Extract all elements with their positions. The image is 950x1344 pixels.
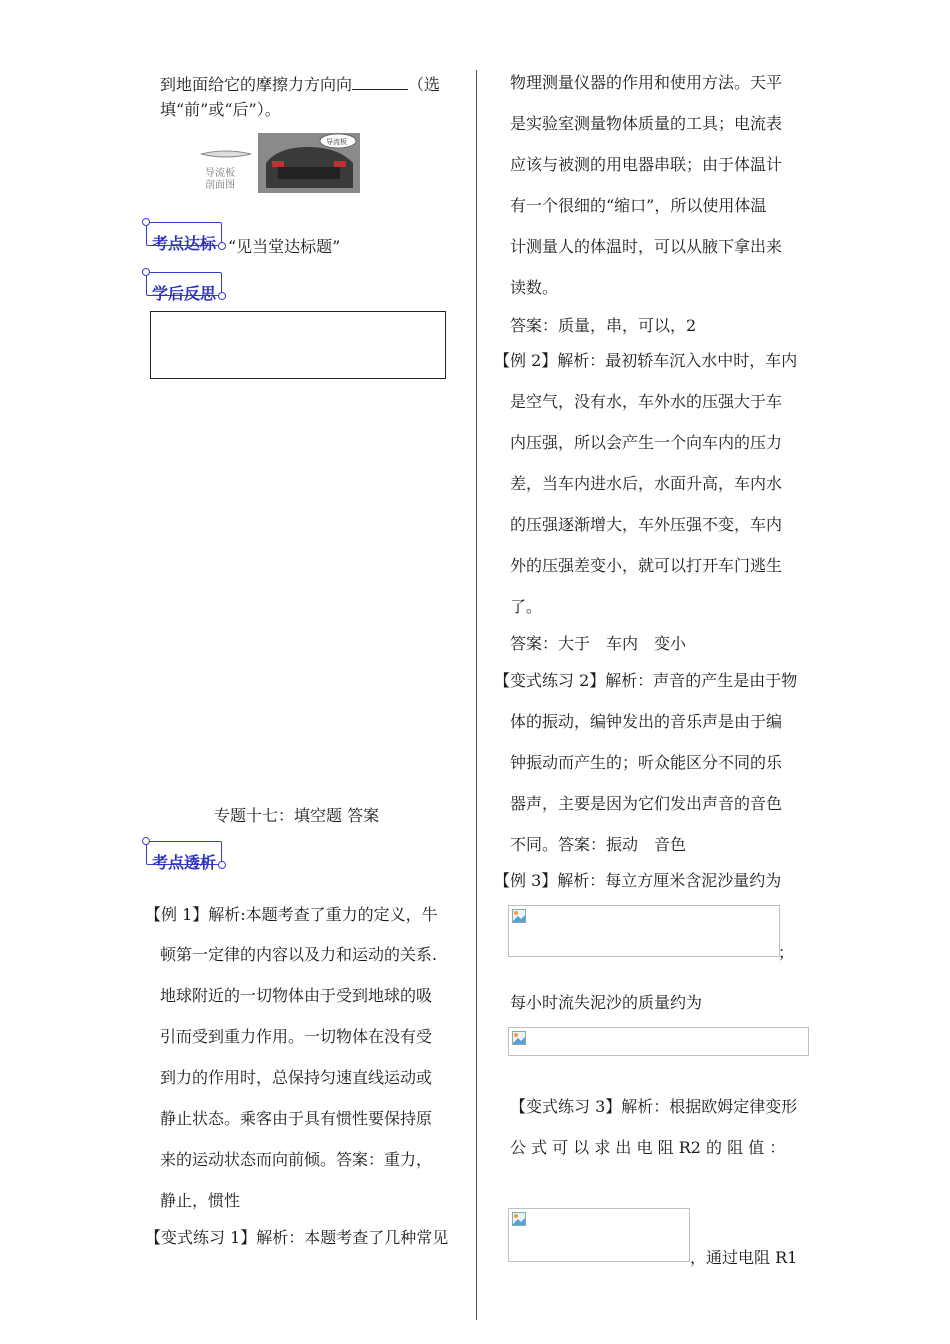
text-line: 的压强逐渐增大，车外压强不变，车内 <box>510 515 783 534</box>
broken-image-icon <box>512 1031 526 1045</box>
figure-caption-2: 剖面图 <box>205 180 235 191</box>
answer-blank <box>352 75 408 90</box>
text-line: 静止状态。乘客由于具有惯性要保持原 <box>160 1109 433 1128</box>
text-line: 静止，惯性 <box>160 1191 241 1210</box>
text-line: 读数。 <box>510 278 559 297</box>
reflection-box <box>150 311 446 379</box>
text-line: 顿第一定律的内容以及力和运动的关系. <box>160 945 438 964</box>
text-line: 钟振动而产生的；听众能区分不同的乐 <box>510 753 783 772</box>
text-line: 是空气，没有水，车外水的压强大于车 <box>510 392 783 411</box>
text-line: ，通过电阻 R1 <box>690 1248 798 1267</box>
text-line: 是实验室测量物体质量的工具；电流表 <box>510 114 783 133</box>
text-line: 来的运动状态而向前倾。答案：重力， <box>160 1150 433 1169</box>
text-line: 物理测量仪器的作用和使用方法。天平 <box>510 73 783 92</box>
tag-label: 考点透析 <box>152 853 217 872</box>
text-line: 【例 1】解析:本题考查了重力的定义，牛 <box>145 905 438 924</box>
formula-image-placeholder <box>508 1208 690 1262</box>
tag-label: 学后反思 <box>152 284 217 303</box>
question-line-1 <box>160 75 440 95</box>
answer-title: 专题十七：填空题 答案 <box>214 806 380 825</box>
answer-line: 答案：大于 车内 变小 <box>510 634 687 653</box>
text-line: 【例 2】解析：最初轿车沉入水中时，车内 <box>494 351 798 370</box>
text-line: 【例 3】解析：每立方厘米含泥沙量约为 <box>494 871 782 890</box>
text-line: 公 式 可 以 求 出 电 阻 R2 的 阻 值 ： <box>510 1138 786 1157</box>
car-rear-image <box>258 133 360 193</box>
text-line: 到力的作用时，总保持匀速直线运动或 <box>160 1068 433 1087</box>
section-tag-toushi <box>146 841 246 871</box>
formula-image-placeholder <box>508 905 780 957</box>
semicolon: ； <box>778 943 795 962</box>
tag-label: 考点达标 <box>152 234 217 253</box>
text-line: 不同。答案：振动 音色 <box>510 835 687 854</box>
text-line: 了。 <box>510 597 543 616</box>
text-line: 【变式练习 3】解析：根据欧姆定律变形 <box>510 1097 798 1116</box>
broken-image-icon <box>512 1212 526 1226</box>
section-tag-fansi <box>146 272 246 302</box>
text-line: 应该与被测的用电器串联；由于体温计 <box>510 155 783 174</box>
text-line: 有一个很细的“缩口”，所以使用体温 <box>510 196 767 215</box>
answer-line: 答案：质量，串，可以，2 <box>510 316 697 335</box>
formula-image-placeholder <box>508 1027 809 1056</box>
question-text: 到地面给它的摩擦力方向向 <box>160 75 353 94</box>
text-line: 计测量人的体温时，可以从腋下拿出来 <box>510 237 783 256</box>
text-line: 内压强，所以会产生一个向车内的压力 <box>510 433 783 452</box>
text-line: 器声，主要是因为它们发出声音的音色 <box>510 794 783 813</box>
figure-spoiler-label: 导流板 <box>326 138 347 146</box>
column-divider <box>476 70 477 1320</box>
broken-image-icon <box>512 909 526 923</box>
text-line: 每小时流失泥沙的质量约为 <box>510 993 703 1012</box>
spoiler-cross-section-image <box>199 148 253 192</box>
text-line: 【变式练习 1】解析：本题考查了几种常见 <box>145 1228 449 1247</box>
figure-caption-1: 导流板 <box>205 168 235 179</box>
text-line: 【变式练习 2】解析：声音的产生是由于物 <box>494 671 798 690</box>
text-line: 地球附近的一切物体由于受到地球的吸 <box>160 986 433 1005</box>
question-text-tail: （选 <box>408 75 441 94</box>
text-line: 体的振动，编钟发出的音乐声是由于编 <box>510 712 783 731</box>
text-line: 差，当车内进水后，水面升高，车内水 <box>510 474 783 493</box>
text-line: 外的压强差变小，就可以打开车门逃生 <box>510 556 783 575</box>
text-line: 引而受到重力作用。一切物体在没有受 <box>160 1027 433 1046</box>
dabiao-text: “见当堂达标题” <box>228 237 341 256</box>
question-line-2: 填“前”或“后”）。 <box>160 100 281 119</box>
